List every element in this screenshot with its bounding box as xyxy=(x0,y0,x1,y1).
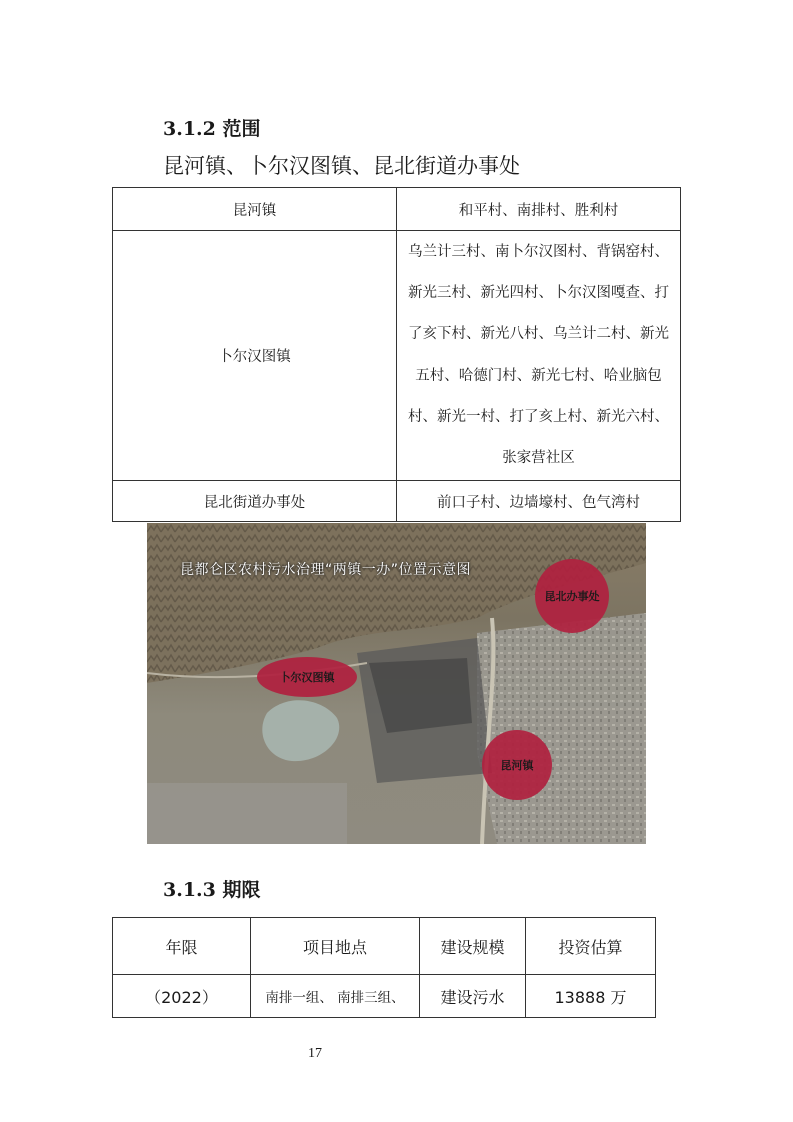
table-header-row xyxy=(113,918,656,975)
page-number: 17 xyxy=(308,1046,322,1061)
map-title: 昆都仑区农村污水治理“两镇一办”位置示意图 xyxy=(180,562,472,578)
scope-table xyxy=(112,187,681,522)
table-row xyxy=(113,231,681,481)
table-row xyxy=(113,481,681,522)
cell-location: 南排一组、 南排三组、 xyxy=(251,975,420,1018)
villages-cell: 和平村、南排村、胜利村 xyxy=(397,188,681,231)
villages-cell: 前口子村、边墙壕村、色气湾村 xyxy=(397,481,681,522)
label-kunbei: 昆北办事处 xyxy=(544,590,600,603)
area-cell: 昆河镇 xyxy=(113,188,397,231)
label-kunhe: 昆河镇 xyxy=(500,759,534,772)
header-scale: 建设规模 xyxy=(420,918,526,975)
cell-investment: 13888 万 xyxy=(526,975,656,1018)
header-location: 项目地点 xyxy=(251,918,420,975)
area-cell: 卜尔汉图镇 xyxy=(113,231,397,481)
term-table xyxy=(112,917,656,1018)
scope-summary: 昆河镇、卜尔汉图镇、昆北街道办事处 xyxy=(163,154,520,178)
table-row xyxy=(113,188,681,231)
area-cell: 昆北街道办事处 xyxy=(113,481,397,522)
section-heading-scope: 3.1.2 范围 xyxy=(163,118,261,140)
header-investment: 投资估算 xyxy=(526,918,656,975)
header-year: 年限 xyxy=(113,918,251,975)
table-row xyxy=(113,975,656,1018)
section-heading-term: 3.1.3 期限 xyxy=(163,879,261,901)
villages-cell: 乌兰计三村、南卜尔汉图村、背锅窑村、新光三村、新光四村、卜尔汉图嘎查、打了亥下村、新光八村、乌兰计二村、新光五村、哈德门村、新光七村、哈业脑包村、新光一村、打了亥上村、新光六村、张家营社区 xyxy=(397,231,681,481)
cell-year: （2022） xyxy=(113,975,251,1018)
cell-scale: 建设污水 xyxy=(420,975,526,1018)
location-map xyxy=(147,523,646,844)
label-buerhantu: 卜尔汉图镇 xyxy=(279,671,335,684)
